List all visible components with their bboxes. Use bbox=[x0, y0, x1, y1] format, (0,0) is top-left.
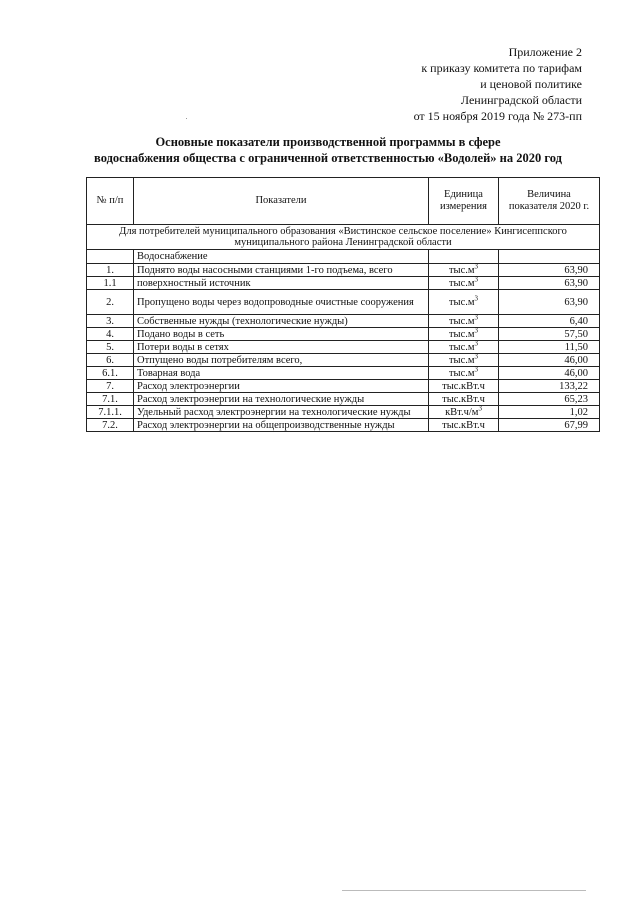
row-unit: тыс.м bbox=[448, 315, 475, 327]
row-num: 3. bbox=[87, 315, 134, 328]
table-row bbox=[87, 264, 600, 277]
row-unit-cell bbox=[429, 341, 499, 354]
row-value: 11,50 bbox=[499, 341, 600, 354]
row-unit-cell bbox=[429, 290, 499, 315]
table-row bbox=[87, 277, 600, 290]
row-value: 6,40 bbox=[499, 315, 600, 328]
row-unit-cell bbox=[429, 380, 499, 393]
row-unit: кВт.ч/м bbox=[445, 406, 479, 418]
row-num: 2. bbox=[87, 290, 134, 315]
row-indicator: Товарная вода bbox=[134, 367, 429, 380]
appendix-label: Приложение 2 bbox=[508, 45, 582, 59]
row-value: 63,90 bbox=[499, 264, 600, 277]
row-indicator: Подано воды в сеть bbox=[134, 328, 429, 341]
row-unit-cell bbox=[429, 419, 499, 432]
row-num: 7.1.1. bbox=[87, 406, 134, 419]
table-row bbox=[87, 315, 600, 328]
table-row bbox=[87, 290, 600, 315]
row-unit: тыс.м bbox=[448, 367, 475, 379]
row-num: 1. bbox=[87, 264, 134, 277]
section-value-cell bbox=[499, 250, 600, 264]
row-num: 7.1. bbox=[87, 393, 134, 406]
row-unit-exponent: 3 bbox=[474, 352, 479, 360]
row-unit: тыс.кВт.ч bbox=[442, 393, 485, 405]
row-indicator: Пропущено воды через водопроводные очистные сооружения bbox=[134, 290, 429, 315]
row-unit: тыс.м bbox=[448, 341, 475, 353]
row-unit-exponent: 3 bbox=[474, 313, 479, 321]
row-unit: тыс.м bbox=[448, 264, 475, 276]
section-row bbox=[87, 250, 600, 264]
row-num: 1.1 bbox=[87, 277, 134, 290]
order-reference-line: и ценовой политике bbox=[480, 77, 582, 91]
row-unit: тыс.кВт.ч bbox=[442, 419, 485, 431]
row-unit-exponent: 3 bbox=[474, 275, 479, 283]
row-indicator: Собственные нужды (технологические нужды) bbox=[134, 315, 429, 328]
row-num: 7. bbox=[87, 380, 134, 393]
section-unit-cell bbox=[429, 250, 499, 264]
row-value: 63,90 bbox=[499, 277, 600, 290]
row-num: 4. bbox=[87, 328, 134, 341]
row-unit-cell bbox=[429, 264, 499, 277]
indicators-table bbox=[86, 177, 600, 432]
row-indicator: Поднято воды насосными станциями 1-го подъема, всего bbox=[134, 264, 429, 277]
row-unit-cell bbox=[429, 393, 499, 406]
header-value: Величина показателя 2020 г. bbox=[499, 178, 600, 225]
table-row bbox=[87, 419, 600, 432]
scan-edge-line bbox=[342, 890, 586, 891]
scan-speck bbox=[186, 118, 187, 119]
section-num-cell bbox=[87, 250, 134, 264]
row-indicator: Потери воды в сетях bbox=[134, 341, 429, 354]
row-unit: тыс.кВт.ч bbox=[442, 380, 485, 392]
row-unit-cell bbox=[429, 406, 499, 419]
table-header-row bbox=[87, 178, 600, 225]
row-indicator: Расход электроэнергии на общепроизводственные нужды bbox=[134, 419, 429, 432]
row-unit-exponent: 3 bbox=[474, 294, 479, 302]
row-num: 5. bbox=[87, 341, 134, 354]
row-value: 46,00 bbox=[499, 354, 600, 367]
table-row bbox=[87, 393, 600, 406]
row-indicator: Отпущено воды потребителям всего, bbox=[134, 354, 429, 367]
row-unit-exponent: 3 bbox=[474, 262, 479, 270]
row-value: 65,23 bbox=[499, 393, 600, 406]
row-value: 46,00 bbox=[499, 367, 600, 380]
order-reference-line: к приказу комитета по тарифам bbox=[421, 61, 582, 75]
row-unit: тыс.м bbox=[448, 328, 475, 340]
row-unit-exponent: 3 bbox=[474, 365, 479, 373]
row-unit-cell bbox=[429, 354, 499, 367]
header-indicator: Показатели bbox=[134, 178, 429, 225]
section-label: Водоснабжение bbox=[134, 250, 429, 264]
consumer-group-label: Для потребителей муниципального образования «Вистинское сельское поселение» Кингисеппского муниципального района Ленинградской области bbox=[87, 225, 600, 250]
table-row bbox=[87, 341, 600, 354]
title-line: Основные показатели производственной программы в сфере bbox=[155, 135, 501, 149]
row-value: 57,50 bbox=[499, 328, 600, 341]
row-unit: тыс.м bbox=[448, 277, 475, 289]
row-unit-exponent: 3 bbox=[474, 326, 479, 334]
row-value: 67,99 bbox=[499, 419, 600, 432]
table-row bbox=[87, 367, 600, 380]
header-num: № п/п bbox=[87, 178, 134, 225]
group-row bbox=[87, 225, 600, 250]
row-value: 1,02 bbox=[499, 406, 600, 419]
region-line: Ленинградской области bbox=[460, 93, 582, 107]
table-row bbox=[87, 406, 600, 419]
row-unit: тыс.м bbox=[448, 354, 475, 366]
row-unit: тыс.м bbox=[448, 296, 475, 308]
row-unit-cell bbox=[429, 367, 499, 380]
row-unit-cell bbox=[429, 315, 499, 328]
row-num: 7.2. bbox=[87, 419, 134, 432]
document-title bbox=[60, 134, 596, 166]
row-indicator: Расход электроэнергии bbox=[134, 380, 429, 393]
title-line: водоснабжения общества с ограниченной ответственностью «Водолей» на 2020 год bbox=[94, 151, 562, 165]
row-num: 6. bbox=[87, 354, 134, 367]
row-indicator: Удельный расход электроэнергии на технологические нужды bbox=[134, 406, 429, 419]
table-row bbox=[87, 380, 600, 393]
header-unit: Единица измерения bbox=[429, 178, 499, 225]
row-value: 63,90 bbox=[499, 290, 600, 315]
row-unit-cell bbox=[429, 328, 499, 341]
row-indicator: поверхностный источник bbox=[134, 277, 429, 290]
order-date-line: от 15 ноября 2019 года № 273-пп bbox=[413, 109, 582, 123]
row-indicator: Расход электроэнергии на технологические нужды bbox=[134, 393, 429, 406]
row-unit-exponent: 3 bbox=[474, 339, 479, 347]
row-unit-cell bbox=[429, 277, 499, 290]
table-row bbox=[87, 354, 600, 367]
row-unit-exponent: 3 bbox=[478, 404, 482, 412]
table-row bbox=[87, 328, 600, 341]
document-header bbox=[414, 44, 582, 124]
row-value: 133,22 bbox=[499, 380, 600, 393]
row-num: 6.1. bbox=[87, 367, 134, 380]
